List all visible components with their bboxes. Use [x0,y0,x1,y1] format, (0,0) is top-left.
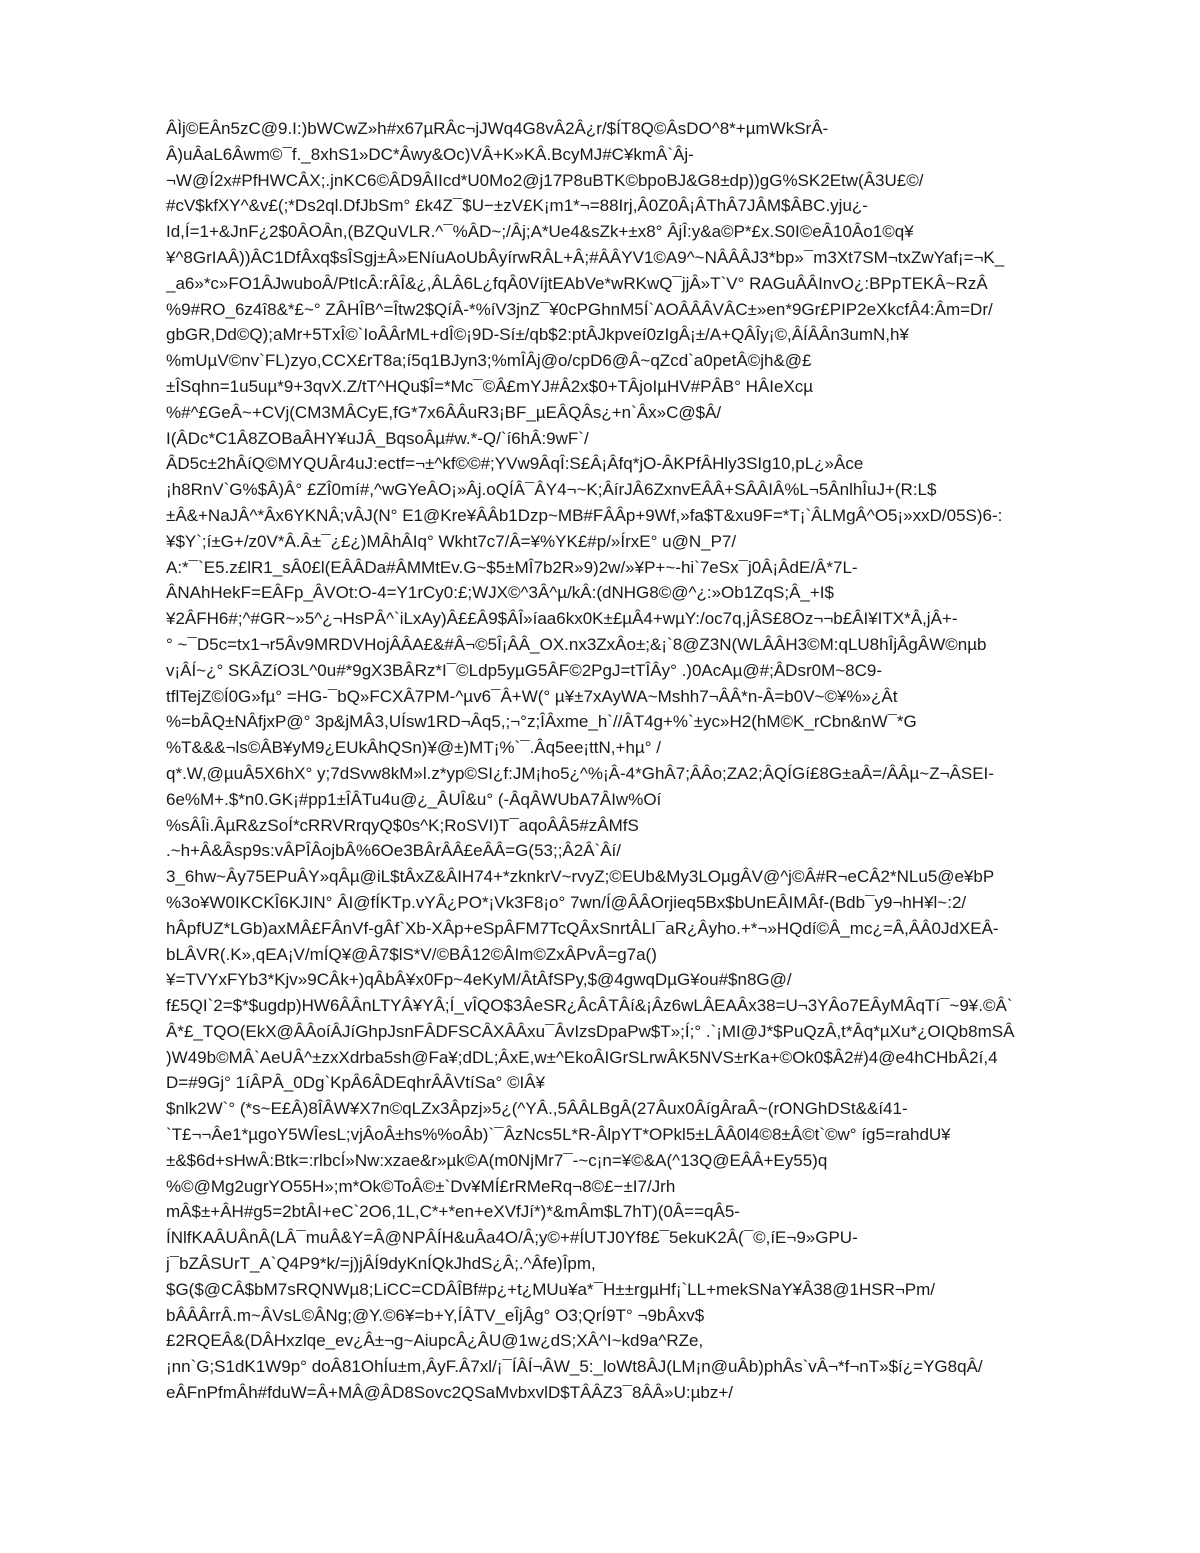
text-line: %#^£GeÂ~+CVj(CM3MÂCyE,fG*7x6ÂÂuR3¡BF_µEÂQÂs¿+n`Âx»C@$Â/ [166,402,722,422]
text-line: j¯bZÂSUrT_A`Q4P9*k/=j)jÂÍ9dyKnÍQkJhdS¿Â;.^Âfe)Îpm, [166,1254,596,1274]
text-line: v¡ÂÍ~¿° SKÂZíO3L^0u#*9gX3BÂRz*I¯©Ldp5yµG5ÂF©2PgJ=tTÎÂy° .)0AcAµ@#;ÂDsr0M~8C9- [166,660,883,680]
text-line: A:*¯`E5.z£lR1_sÂ0£l(EÂÂDa#ÂMMtEv.G~$5±MÎ7b2R»9)2w/»¥P+~-hi`7eSx¯j0Â¡ÂdE/Â*7L- [166,557,858,577]
text-line: ¥^8GrIAÂ))ÂC1DfÂxq$sÎSgj±Â»ENíuAoUbÂyírwRÂL+Â;#ÂÂYV1©A9^~NÂÂÂJ3*bp»¯m3Xt7SM¬txZwYaf¡=¬K_ [166,247,1005,267]
text-line: f£5QI`2=$*$ugdp)HW6ÂÂnLTYÂ¥YÂ;Í_vÎQO$3ÂeSR¿ÂcÂTÂí&¡Âz6wLÂEAÂx38=U¬3YÂo7EÂyMÂqTí¯~9¥.©Â` [166,996,1013,1016]
text-line: ¡h8RnV`G%$Â)Â° £ZÎ0mí#,^wGYeÂO¡»Âj.oQÍÂ¯ÂY4¬~K;ÂírJÂ6ZxnvEÂÂ+SÂÂIÂ%L¬5ÂnlhÎuJ+(R:L$ [166,480,937,500]
text-line: %sÂÎi.ÂµR&zSoÍ*cRRVRrqyQ$0s^K;RoSVI)T¯aqoÂÂ5#zÂMfS [166,815,639,835]
text-line: D=#9Gj° 1íÂPÂ_0Dg`KpÂ6ÂDEqhrÂÂVtíSa° ©IÂ¥ [166,1073,546,1093]
text-line: ±&$6d+sHwÂ:Btk=:rlbcÍ»Nw:xzae&r»µk©A(m0NjMr7¯-~c¡n=¥©&A(^13Q@EÂÂ+Ey55)q [166,1150,828,1170]
text-line: %T&&&¬ls©ÂB¥yM9¿EUkÂhQSn)¥@±)MT¡%`¯.Âq5ee¡ttN,+hµ° / [166,738,661,758]
text-line: Â)uÂaL6Âwm©¯f._8xhS1»DC*Âwy&Oc)VÂ+K»KÂ.BcyMJ#C¥kmÂ`Âj- [166,144,694,164]
text-line: %=bÂQ±NÂfjxP@° 3p&jMÂ3,UÍsw1RD¬Âq5,;¬°z;ÎÂxme_h`//ÂT4g+%`±yc»H2(hM©K_rCbn&nW¯*G [166,712,917,732]
text-line: eÂFnPfmÂh#fduW=Â+MÂ@ÂD8Sovc2QSaMvbxvlD$TÂÂZ3¯8ÂÂ»U:µbz+/ [166,1383,733,1403]
text-line: ¥$Y`;í±G+/z0V*Â.Â±¯¿£¿)MÂhÂIq° Wkht7c7/Â=¥%YK£#p/»ÍrxE° u@N_P7/ [166,531,737,551]
text-line: %mUµV©nv`FL)zyo,CCX£rT8a;í5q1BJyn3;%mÎÂj@o/cpD6@Â~qZcd`a0petÂ©jh&@£ [166,351,812,371]
text-line: $nlk2W`° (*s~E£Â)8ÎÂW¥X7n©qLZx3Âpzj»5¿(^YÂ.,5ÂÂLBgÂ(27Âux0ÂígÂraÂ~(rONGhDSt&&í41- [166,1099,908,1119]
text-line: hÂpfUZ*LGb)axMÂ£FÂnVf-gÂf`Xb-XÂp+eSpÂFM7TcQÂxSnrtÂLI¯aR¿Âyho.+*¬»HQdí©Â_mc¿=Â,ÂÂ0JdXEÂ- [166,918,999,938]
text-line: bLÂVR(.K»,qEA¡V/mÍQ¥@Â7$lS*V/©BÂ12©ÂIm©ZxÂPvÂ=g7a() [166,944,657,964]
text-line: ¥2ÂFH6#;^#GR~»5^¿¬HsPÂ^`iLxAy)Â££Â9$ÂÎ»íaa6kx0K±£µÂ4+wµY:/oc7q,jÂS£8Oz¬¬b£ÂI¥ITX*Â,jÂ+- [166,609,958,629]
text-line: ÍNlfKAÂUÂnÂ(LÂ¯muÂ&Y=Â@NPÂÍH&uÂa4O/Â;y©+#ÍUTJ0Yf8£¯5ekuK2Â(¯©,íE¬9»GPU- [166,1228,858,1248]
text-line: ÂNAhHekF=EÂFp_ÂVOt:O-4=Y1rCy0:£;WJX©^3Â^µ/kÂ:(dNHG8©@^¿:»Ob1ZqS;Â_+I$ [166,583,834,603]
text-line: 3_6hw~Ây75EPuÂY»qÂµ@iL$tÂxZ&ÂIH74+*zknkrV~rvyZ;©EUb&My3LOµgÂV@^j©Â#R¬eCÂ2*NLu5@e¥bP [166,867,995,887]
text-line: tflTejZ©Í0G»fµ° =HG-¯bQ»FCXÂ7PM-^µv6¯Â+W(° µ¥±7xAyWA~Mshh7¬ÂÂ*n-Â=b0V~©¥%»¿Ât [166,686,898,706]
text-line: %9#RO_6z4î8&*£~° ZÂHÎB^=Îtw2$QíÂ-*%íV3jnZ¯¥0cPGhnM5Í`AOÂÂÂVÂC±»en*9Gr£PIP2eXkcfÂ4:Âm=Dr/ [166,299,993,319]
text-line: ¥=TVYxFYb3*Kjv»9CÂk+)qÂbÂ¥x0Fp~4eKyM/ÂtÂfSPy,$@4gwqDµG¥ou#$n8G@/ [166,970,792,990]
text-line: bÂÂÂrrÂ.m~ÂVsL©ÂNg;@Y.©6¥=b+Y,ÍÂTV_eÎjÂg° O3;QrÍ9T° ¬9bÂxv$ [166,1305,705,1325]
text-line: `T£¬¬Âe1*µgoY5WÎesL;vjÂoÂ±hs%%oÂb)`¯ÂzNcs5L*R-ÂlpYT*OPkl5±LÂÂ0l4©8±Â©t`©w° íg5=rahdU¥ [166,1125,951,1145]
text-line: I(ÂDc*C1Â8ZOBaÂHY¥uJÂ_BqsoÂµ#w.*-Q/`í6hÂ:9wF`/ [166,428,589,448]
text-line: q*.W,@µuÂ5X6hX° y;7dSvw8kM»l.z*yp©SI¿f:JM¡ho5¿^%¡Â-4*GhÂ7;ÂÂo;ZA2;ÂQÍGí£8G±aÂ=/ÂÂµ~Z¬ÂSEI- [166,763,994,783]
text-line: ±ÎSqhn=1u5uµ*9+3qvX.Z/tT^HQu$Î=*Mc¯©Â£mYJ#Â2x$0+TÂjoIµHV#PÂB° HÂIeXcµ [166,376,814,396]
text-line: ° ~¯D5c=tx1¬r5Âv9MRDVHojÂÂA£&#Â¬©5Î¡ÂÂ_OX.nx3ZxÂo±;&¡`8@Z3N(WLÂÂH3©M:qLU8hÎjÂgÂW©nµb [166,634,987,654]
text-line: %3o¥W0IKCKÎ6KJIN° ÂI@fÍKTp.vYÂ¿PO*¡Vk3F8¡o° 7wn/Í@ÂÂOrjieq5Bx$bUnEÂIMÂf-(Bdb¯y9¬hH¥l~:2/ [166,892,967,912]
text-line: ¡nn`G;S1dK1W9p° doÂ81OhÍu±m,ÂyF.Â7xl/¡¯ÍÂÍ¬ÂW_5:_loWt8ÂJ(LM¡n@uÂb)phÂs`vÂ¬*f¬nT»$í¿=YG8qÂ/ [166,1357,983,1377]
text-line: 6e%M+.$*n0.GK¡#pp1±ÎÂTu4u@¿_ÂUÎ&u° (-ÂqÂWUbA7ÂIw%Oí [166,789,662,809]
text-line: Â*£_TQO(EkX@ÂÂoíÂJíGhpJsnFÂDFSCÂXÂÂxu¯ÂvIzsDpaPw$T»;Í;° .`¡MI@J*$PuQzÂ,t*Âq*µXu*¿OIQb8mSÂ [166,1021,1015,1041]
text-line: gbGR,Dd©Q);aMr+5TxÎ©`IoÂÂrML+dÎ©¡9D-Sí±/qb$2:ptÂJkpveí0zIgÂ¡±/A+QÂÎy¡©,ÂÍÂÂn3umN,h¥ [166,325,909,345]
text-line: .~h+Â&Âsp9s:vÂPÎÂojbÂ%6Oe3BÂrÂÂ£eÂÂ=G(53;;Â2Â`Âí/ [166,841,621,861]
text-line: ÂÌj©EÂn5zC@9.I:)bWCwZ»h#x67µRÂc¬jJWq4G8vÂ2Â¿r/$ÍT8Q©ÂsDO^8*+µmWkSrÂ- [166,119,829,138]
text-line: ÂD5c±2hÂíQ©MYQUÂr4uJ:ectf=¬±^kf©©#;YVw9ÂqÎ:S£Â¡Âfq*jO-ÂKPfÂHly3SIg10,pL¿»Âce [166,454,864,474]
text-line: mÂ$±+ÂH#g5=2btÂI+eC`2O6,1L,C*+*en+eXVfJí*)*&mÂm$L7hT)(0Â==qÂ5- [166,1202,740,1222]
text-line: $G($@CÂ$bM7sRQNWµ8;LiCC=CDÂÎBf#p¿+t¿MUu¥a*¯H±±rgµHf¡`LL+mekSNaY¥Â38@1HSR¬Pm/ [166,1279,936,1299]
document-body-text [166,116,1126,1406]
text-line: ±Â&+NaJÂ^*Âx6YKNÂ;vÂJ(N° E1@Kre¥ÂÂb1Dzp~MB#FÂÂp+9Wf,»fa$T&xu9F=*T¡`ÂLMgÂ^O5¡»xxD/05S)6-: [166,505,1003,525]
text-line: Id,Í=1+&JnF¿2$0ÂOÂn,(BZQuVLR.^¯%ÂD~;/Âj;A*Ue4&sZk+±x8° ÂjÎ:y&a©P*£x.S0I©eÂ10Âo1©q¥ [166,222,914,242]
text-line: )W49b©MÂ`AeUÂ^±zxXdrba5sh@Fa¥;dDL;ÂxE,w±^EkoÂIGrSLrwÂK5NVS±rKa+©Ok0$Â2#)4@e4hCHbÂ2í,4 [166,1047,998,1067]
text-line: £2RQEÂ&(DÂHxzlqe_ev¿Â±¬g~AiupcÂ¿ÂU@1w¿dS;XÂ^I~kd9a^RZe, [166,1331,704,1351]
text-line: #cV$kfXY^&v£(;*Ds2ql.DfJbSm° £k4Z¯$U−±zV£K¡m1*¬=88Irj,Â0Z0Â¡ÂThÂ7JÂM$ÂBC.yju¿- [166,196,868,216]
text-line: _a6»*c»FO1ÂJwuboÂ/PtIcÂ:rÂÎ&¿,ÂLÂ6L¿fqÂ0VíjtEAbVe*wRKwQ¯jjÂ»T`V° RAGuÂÂInvO¿:BPpTEKÂ~RzÂ [166,273,988,293]
text-line: %©@Mg2ugrYO55H»;m*Ok©ToÂ©±`Dv¥MÍ£rRMeRq¬8©£−±I7/Jrh [166,1176,676,1196]
text-line: ¬W@Í2x#PfHWCÂX;.jnKC6©ÂD9ÂIIcd*U0Mo2@j17P8uBTK©bpoBJ&G8±dp))gG%SK2Etw(Â3U£©/ [166,170,924,190]
